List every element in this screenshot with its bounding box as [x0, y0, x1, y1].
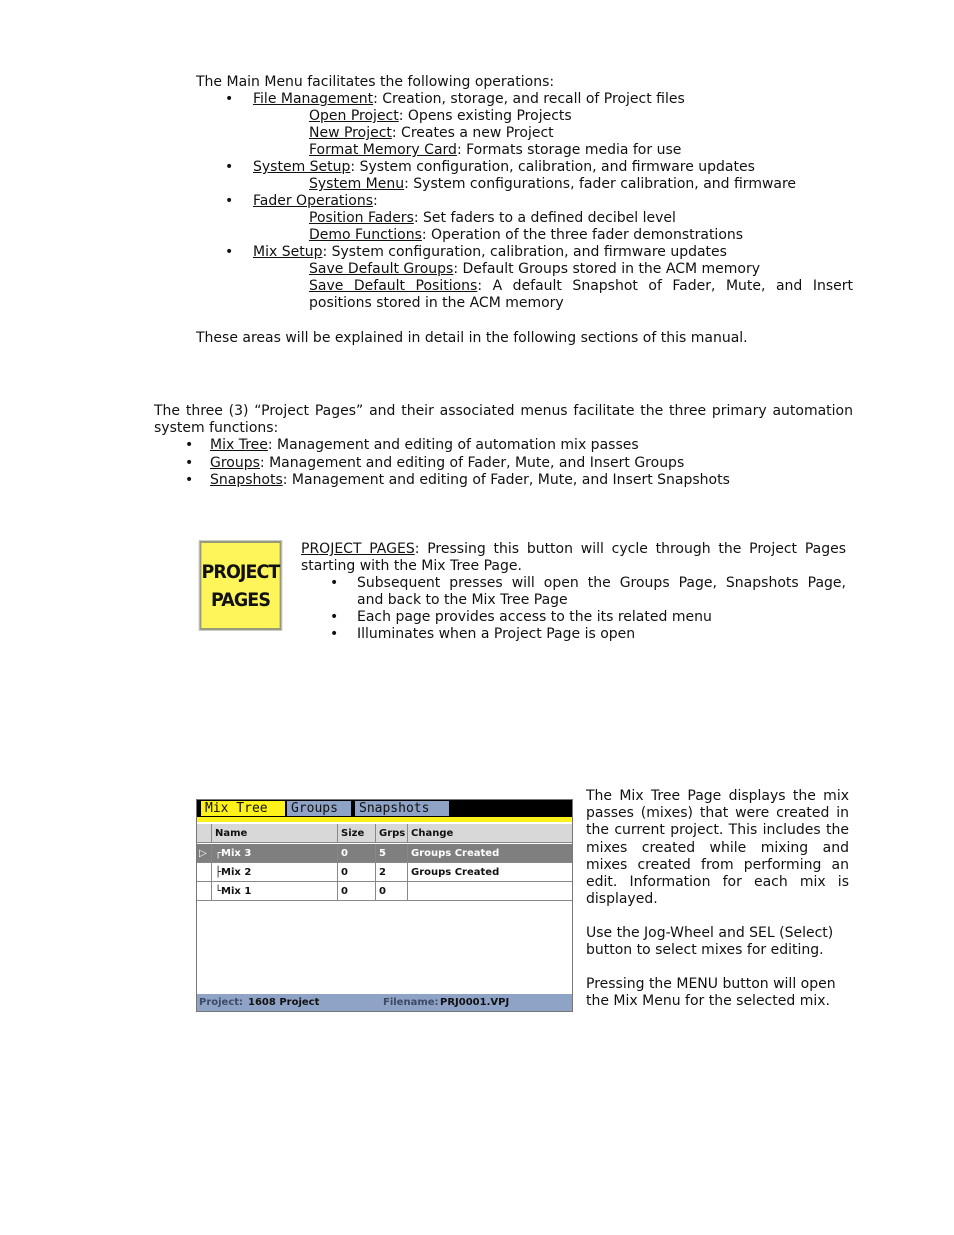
bullet-icon: •	[330, 626, 339, 642]
pp-bullet: Illuminates when a Project Page is open	[357, 626, 636, 642]
bullet-icon: •	[225, 244, 234, 260]
project-item	[210, 472, 730, 489]
pp-desc-cont: starting with the Mix Tree Page.	[301, 558, 522, 574]
item-desc: : System configuration, calibration, and firmware updates	[350, 159, 755, 175]
areas-note: These areas will be explained in detail in the following sections of this manual.	[196, 330, 748, 346]
mix-change: Groups Created	[407, 863, 572, 882]
mix-grps: 0	[375, 882, 407, 901]
filename-label: Filename:	[383, 997, 439, 1008]
sub-item	[309, 227, 743, 244]
mix-name: Mix 2	[221, 867, 252, 878]
table-row	[197, 863, 572, 882]
mix-change: Groups Created	[407, 844, 572, 863]
mix-grps: 5	[375, 844, 407, 863]
item-title: Fader Operations	[253, 193, 374, 209]
project-pages-button	[200, 541, 282, 630]
item-desc: :	[373, 193, 378, 209]
sub-item-title: Save Default Positions	[309, 278, 478, 294]
pp-bullet: Subsequent presses will open the Groups Page, Snapshots Page,	[357, 575, 846, 591]
col-change: Change	[407, 824, 572, 843]
button-label-line2: PAGES	[210, 588, 271, 611]
pp-bullet: Each page provides access to the its related menu	[357, 609, 712, 625]
sub-item	[309, 176, 796, 193]
item-title: Mix Tree	[210, 437, 268, 453]
mix-tree-desc-line: the Mix Menu for the selected mix.	[586, 993, 830, 1009]
mix-tree-desc-line: mixes created from performing an	[586, 857, 849, 873]
mix-name: Mix 1	[221, 886, 252, 897]
bullet-icon: •	[225, 159, 234, 175]
mix-size: 0	[337, 844, 375, 863]
col-size: Size	[337, 824, 375, 843]
sub-item	[309, 125, 554, 142]
tab-snapshots: Snapshots	[355, 801, 449, 816]
sub-item	[309, 210, 676, 227]
table-row	[197, 844, 572, 863]
sub-item-desc: : Set faders to a defined decibel level	[413, 210, 676, 226]
mix-tree-desc-line: The Mix Tree Page displays the mix	[586, 788, 849, 804]
project-label: Project:	[199, 997, 244, 1008]
item-title: System Setup	[253, 159, 351, 175]
item-desc: : System configuration, calibration, and firmware updates	[322, 244, 727, 260]
tab-mix-tree: Mix Tree	[201, 801, 285, 816]
table-row	[197, 882, 572, 901]
mix-tree-desc-line: mixes created while mixing and	[586, 840, 849, 856]
bullet-icon: •	[185, 455, 194, 471]
filename: PRJ0001.VPJ	[440, 997, 510, 1008]
sub-item-title: New Project	[309, 125, 392, 141]
sub-item-desc: : Formats storage media for use	[456, 142, 682, 158]
mix-change	[407, 882, 572, 901]
mix-tree-desc-line: displayed.	[586, 891, 658, 907]
sub-item-desc-cont: positions stored in the ACM memory	[309, 295, 564, 311]
mix-tree-desc-line: Pressing the MENU button will open	[586, 976, 836, 992]
mix-grps: 2	[375, 863, 407, 882]
sub-item-title: Format Memory Card	[309, 142, 457, 158]
item-desc: : Management and editing of Fader, Mute, and Insert Snapshots	[282, 472, 730, 488]
item-title: Groups	[210, 455, 260, 471]
sub-item	[309, 261, 760, 278]
sub-item-title: Open Project	[309, 108, 399, 124]
bullet-icon: •	[225, 91, 234, 107]
status-bar	[197, 994, 572, 1011]
main-menu-item	[253, 159, 755, 176]
mix-tree-desc-line: edit. Information for each mix is	[586, 874, 849, 890]
sub-item-title: Save Default Groups	[309, 261, 454, 277]
mix-tree-desc-line: Use the Jog-Wheel and SEL (Select)	[586, 925, 834, 941]
sub-item	[309, 278, 853, 295]
button-label-line1: PROJECT	[201, 560, 280, 583]
mix-name: Mix 3	[221, 848, 252, 859]
item-title: Snapshots	[210, 472, 283, 488]
tab-groups: Groups	[287, 801, 351, 816]
main-menu-item	[253, 193, 378, 210]
tree-branch-icon: └	[215, 886, 222, 897]
col-grps: Grps	[375, 824, 407, 843]
pp-desc-text: : Pressing this button will cycle through the Project Pages	[414, 541, 847, 557]
item-desc: : Creation, storage, and recall of Project files	[373, 91, 685, 107]
bullet-icon: •	[225, 193, 234, 209]
sub-item-title: Position Faders	[309, 210, 414, 226]
tree-branch-icon: ┌	[215, 848, 222, 859]
mix-size: 0	[337, 882, 375, 901]
item-title: Mix Setup	[253, 244, 323, 260]
tab-bar	[197, 800, 572, 817]
project-item	[210, 455, 684, 472]
project-intro: The three (3) “Project Pages” and their associated menus facilitate the three primary automation	[154, 403, 853, 419]
bullet-icon: •	[185, 472, 194, 488]
bullet-icon: •	[330, 609, 339, 625]
table-header	[197, 824, 572, 843]
main-menu-item	[253, 91, 685, 108]
sub-item-title: Demo Functions	[309, 227, 422, 243]
item-title: File Management	[253, 91, 374, 107]
sub-item-title: System Menu	[309, 176, 405, 192]
bullet-icon: •	[185, 437, 194, 453]
tab-underline	[197, 817, 572, 822]
selection-arrow-icon: ▷	[199, 848, 207, 859]
intro-text: The Main Menu facilitates the following operations:	[196, 74, 555, 90]
pp-desc	[301, 541, 846, 558]
tree-branch-icon: ├	[215, 867, 222, 878]
sub-item-desc: : Operation of the three fader demonstrations	[421, 227, 744, 243]
project-intro-cont: system functions:	[154, 420, 279, 436]
sub-item-desc: : System configurations, fader calibration, and firmware	[404, 176, 797, 192]
mix-tree-desc-line: button to select mixes for editing.	[586, 942, 824, 958]
sub-item-desc: : Creates a new Project	[391, 125, 554, 141]
sub-item	[309, 142, 681, 159]
sub-item	[309, 108, 572, 125]
mix-tree-screen	[196, 799, 573, 1012]
item-desc: : Management and editing of automation mix passes	[267, 437, 639, 453]
project-name: 1608 Project	[248, 997, 320, 1008]
main-menu-item	[253, 244, 727, 261]
project-item	[210, 437, 639, 454]
mix-tree-desc-line: passes (mixes) that were created in	[586, 805, 849, 821]
sub-item-desc: : A default Snapshot of Fader, Mute, and Insert	[477, 278, 853, 294]
mix-tree-desc-line: the current project. This includes the	[586, 822, 849, 838]
bullet-icon: •	[330, 575, 339, 591]
sub-item-desc: : Opens existing Projects	[398, 108, 572, 124]
pp-bullet-cont: and back to the Mix Tree Page	[357, 592, 568, 608]
item-desc: : Management and editing of Fader, Mute, and Insert Groups	[259, 455, 685, 471]
mix-size: 0	[337, 863, 375, 882]
sub-item-desc: : Default Groups stored in the ACM memory	[453, 261, 760, 277]
pp-desc-title: PROJECT PAGES	[301, 541, 415, 557]
col-name: Name	[211, 824, 337, 843]
